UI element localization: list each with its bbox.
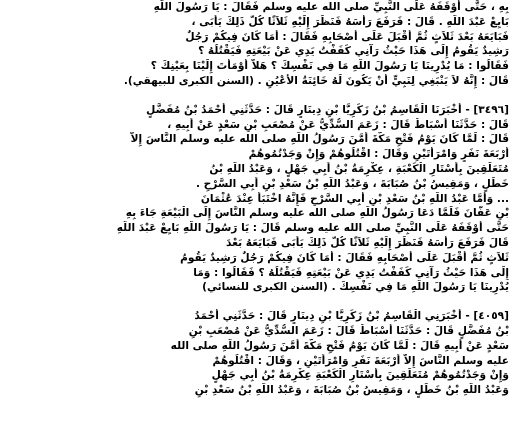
text-line: قَالَ فَرَفَعَ رَأْسَهُ فَنَظَرَ إِلَيْهِ ثَلاَثًا كُلُّ ذَلِكَ يَأْبَى فَبَايَعَهُ بَعْدَ <box>225 236 509 249</box>
text-line: رَشِيدٌ يَقُومُ إِلَى هَذَا حَيْثُ رَآنِي كَفَفْتُ يَدِي عَنْ بَيْعَتِهِ فَيَقْتُلُهُ ؟ <box>198 45 509 58</box>
text-line: بِهِ ، حَتَّى أَوْقَفَهُ عَلَى النَّبِيِّ صلى الله عليه وسلم فَقَالَ : يَا رَسُولَ اللَّهِ <box>153 1 509 13</box>
text-line: [٤٠٥٩] - أَخْبَرَنِي الْقَاسِمُ بْنُ زَكَرِيَّا بْنِ دِينَارٍ قَالَ : حَدَّثَنِي أَحْمَدُ <box>194 310 509 323</box>
text-line: حَتَّى أَوْقَفَهُ عَلَى النَّبِيِّ صلى الله عليه وسلم قَالَ : يَا رَسُولَ اللَّهِ بَايِعْ عَبْدَ اللَّهِ <box>116 222 509 235</box>
hadith-3496 <box>0 103 513 295</box>
text-line: بَايِعْ عَبْدَ اللَّهِ . قَالَ : فَرَفَعَ رَأْسَهُ فَنَظَرَ إِلَيْهِ ثَلاَثًا كُلُّ ذَلِكَ يَأْبَى ، <box>191 15 509 28</box>
text-line: بْنُ مُفَضَّلٍ قَالَ : حَدَّثَنَا أَسْبَاطٌ قَالَ : زَعَمَ السُّدِّيُّ عَنْ مُصْعَبِ بْنِ <box>188 324 509 337</box>
text-line: ثَلاَثٍ ثُمَّ أَقْبَلَ عَلَى أَصْحَابِهِ فَقَالَ : أَمَا كَانَ فِيكُمْ رَجُلٌ رَشِيدٌ يَقُومُ <box>180 251 509 264</box>
text-line: سَعْدٍ عَنْ أَبِيهِ قَالَ : لَمَّا كَانَ يَوْمُ فَتْحِ مَكَّةَ أَمَّنَ رَسُولُ اللَّهِ صلى الله <box>170 339 509 352</box>
text-line: أَرْبَعَةَ نَفَرٍ وَامْرَأَتَيْنِ وَقَالَ : اقْتُلُوهُمْ وَإِنْ وَجَدْتُمُوهُمْ <box>248 148 509 161</box>
text-line: قَالَ : إِنَّهُ لاَ يَنْبَغِي لِنَبِيٍّ أَنْ يَكُونَ لَهُ خَائِنَةُ الأَعْيُنِ . (السنن الكبرى للبيهقي). <box>123 74 509 87</box>
text-line: يُدْرِينَا يَا رَسُولَ اللَّهِ مَا فِي نَفْسِكَ . (السنن الكبرى للنسائي) <box>202 281 509 294</box>
text-line: فَقَالُوا : مَا يُدْرِينَا يَا رَسُولَ اللَّهِ مَا فِي نَفْسِكَ ؟ هَلاَّ أَوْمَأْتَ إِلَيْنَا بِعَيْنِكَ ؟ <box>150 60 509 73</box>
paragraph-gap <box>0 89 513 103</box>
paragraph-continuation <box>0 0 513 89</box>
paragraph-gap <box>0 295 513 309</box>
text-line: عليه وسلم النَّاسَ إِلاَّ أَرْبَعَةَ نَفَرٍ وَامْرَأَتَيْنِ ، وَقَالَ : اقْتُلُوهُمْ <box>212 354 509 367</box>
text-line: مُتَعَلِّقِينَ بِأَسْتَارِ الْكَعْبَةِ ، عِكْرِمَةُ بْنُ أَبِي جَهْلٍ ، وَعَبْدُ اللَّهِ بْنُ <box>209 162 509 175</box>
text-line: [٣٤٩٦] - أَخْبَرَنَا الْقَاسِمُ بْنُ زَكَرِيَّا بْنِ دِينَارٍ قَالَ : حَدَّثَنِي أَحْمَدُ بْنُ مُفَضَّلٍ <box>146 103 509 116</box>
text-line: وَإِنْ وَجَدْتُمُوهُمْ مُتَعَلِّقِينَ بِأَسْتَارِ الْكَعْبَةِ عِكْرِمَةُ بْنُ أَبِي جَهْلٍ <box>211 369 509 382</box>
text-line: ... وَأَمَّا عَبْدُ اللَّهِ بْنُ سَعْدِ بْنِ أَبِي السَّرْحِ فَإِنَّهُ اخْتَبَأَ عِنْدَ عُثْمَانَ <box>200 192 509 205</box>
text-line: قَالَ : لَمَّا كَانَ يَوْمُ فَتْحِ مَكَّةَ أَمَّنَ رَسُولُ اللَّهِ صلى الله عليه وسلم النَّاسَ إِلاَّ <box>130 133 509 146</box>
text-line: إِلَى هَذَا حَيْثُ رَآنِي كَفَفْتُ يَدِي عَنْ بَيْعَتِهِ فَيَقْتُلُهُ ؟ فَقَالُوا : وَمَا <box>193 266 509 279</box>
text-line: قَالَ : حَدَّثَنَا أَسْبَاطٌ قَالَ : زَعَمَ السُّدِّيُّ عَنْ مُصْعَبِ بْنِ سَعْدٍ عَنْ أَبِيهِ ، <box>167 118 509 131</box>
text-line: فَبَايَعَهُ بَعْدَ ثَلاَثٍ ثُمَّ أَقْبَلَ عَلَى أَصْحَابِهِ فَقَالَ : أَمَا كَانَ فِيكُمْ رَجُلٌ <box>185 30 509 43</box>
hadith-4059 <box>0 309 513 398</box>
text-line: وَعَبْدُ اللَّهِ بْنُ خَطَلٍ ، وَمَقِيسُ بْنُ صُبَابَةَ ، وَعَبْدُ اللَّهِ بْنُ سَعْدِ بْنِ <box>194 384 509 397</box>
text-line: بْنِ عَفَّانَ فَلَمَّا دَعَا رَسُولُ اللَّهِ صلى الله عليه وسلم النَّاسَ إِلَى الْبَيْعَةِ جَاءَ بِهِ <box>125 207 509 220</box>
text-line: خَطَلٍ ، وَمَقِيسُ بْنُ صُبَابَةَ ، وَعَبْدُ اللَّهِ بْنُ سَعْدِ بْنِ أَبِي السَّرْحِ . <box>195 177 509 190</box>
